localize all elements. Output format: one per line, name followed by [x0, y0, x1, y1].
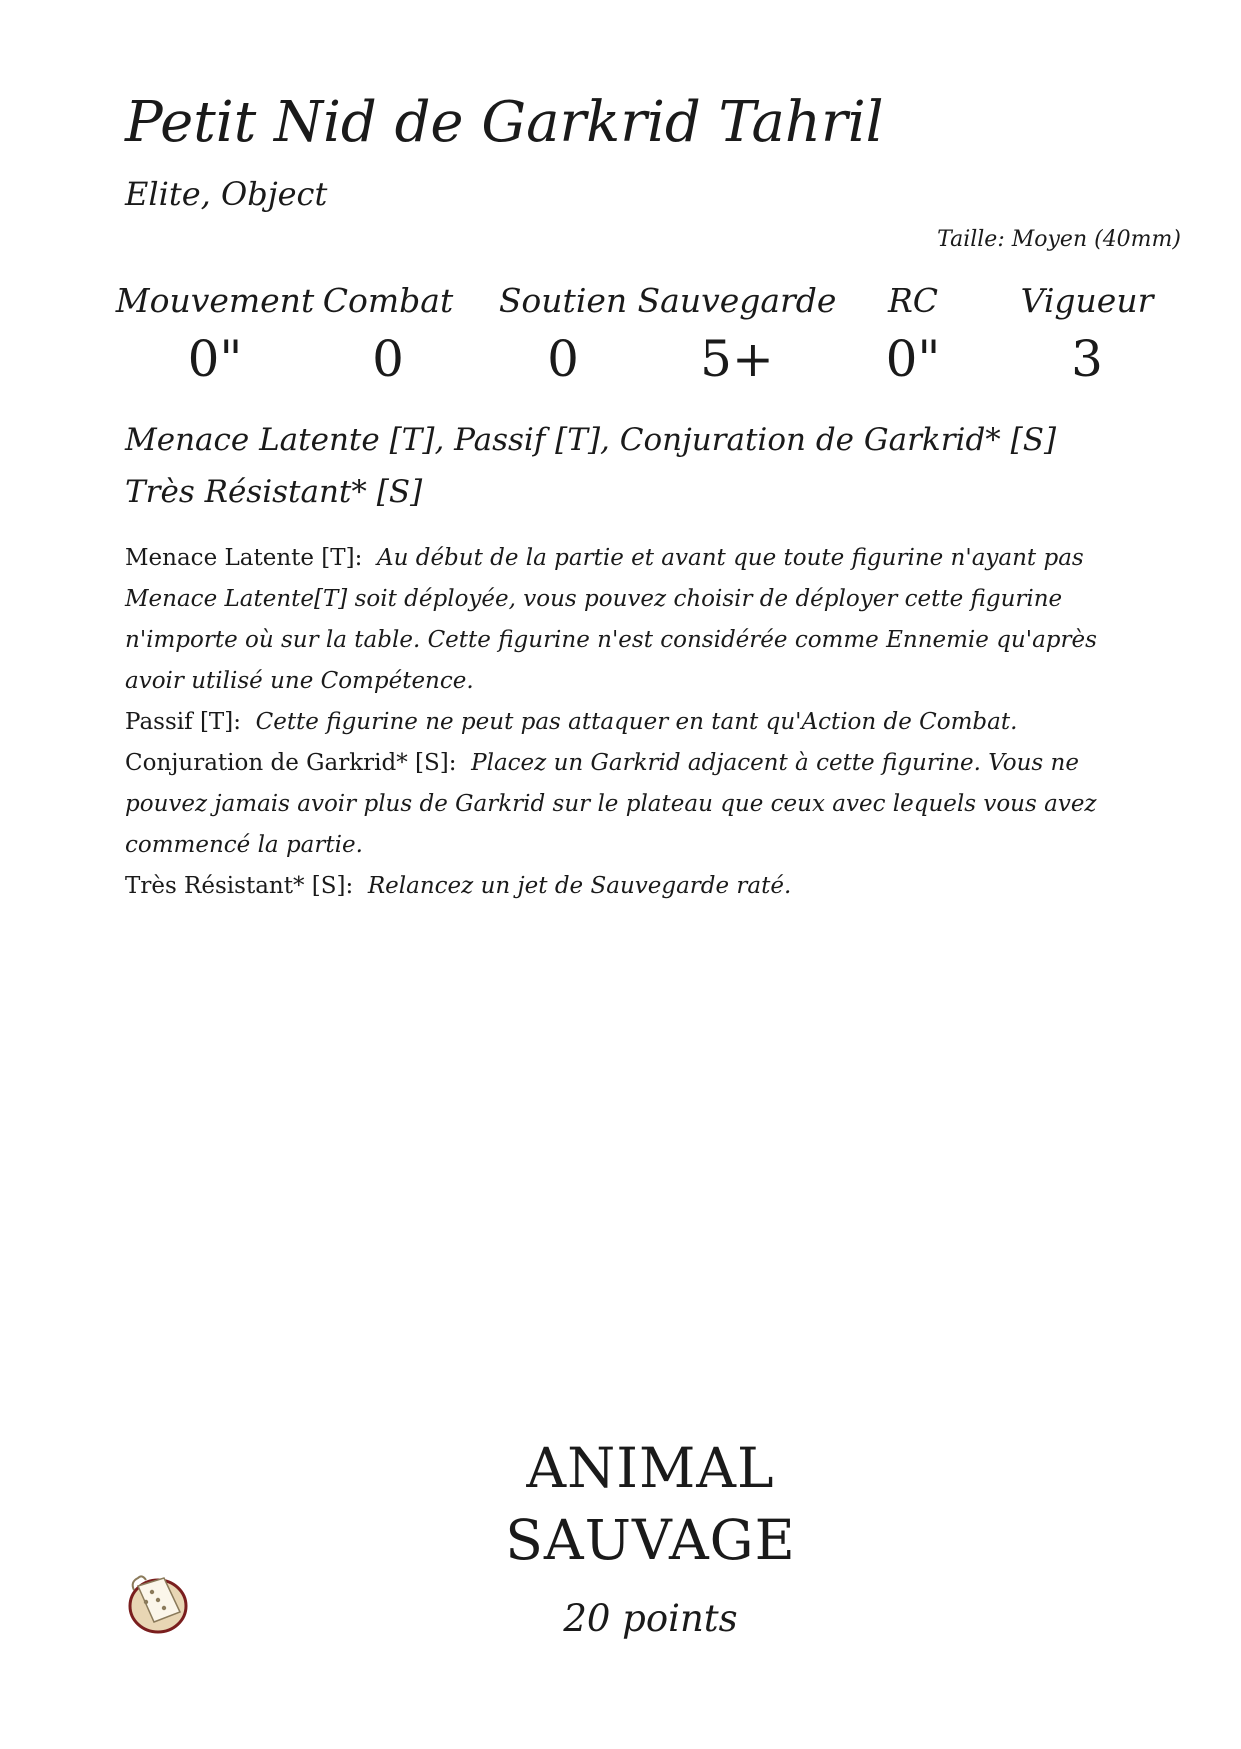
stat-value: 0	[372, 330, 404, 388]
faction-line-2: SAUVAGE	[505, 1508, 796, 1572]
rule-text: Cette figurine ne peut pas attaquer en tant qu'Action de Combat.	[255, 709, 1018, 735]
stats-block	[0, 278, 1241, 408]
rules-text	[125, 538, 1125, 907]
rule-tres-resistant	[125, 866, 1125, 907]
keywords-line: Menace Latente [T], Passif [T], Conjuration de Garkrid* [S]	[125, 422, 1057, 458]
stat-value: 3	[1071, 330, 1103, 388]
points-cost: 20 points	[563, 1597, 738, 1640]
card-subtitle: Elite, Object	[125, 175, 328, 213]
rule-menace-latente	[125, 538, 1125, 702]
size-label: Taille: Moyen (40mm)	[937, 227, 1181, 252]
stat-value: 0	[547, 330, 579, 388]
stat-label: Soutien	[498, 281, 628, 320]
faction-line-1: ANIMAL	[526, 1436, 775, 1500]
dice-hand-icon	[124, 1568, 190, 1634]
rule-name: Très Résistant* [S]:	[125, 873, 354, 899]
rule-text: Relancez un jet de Sauvegarde raté.	[367, 873, 792, 899]
stat-value: 0"	[187, 330, 243, 388]
stat-value: 0"	[885, 330, 941, 388]
keywords-line: Très Résistant* [S]	[125, 474, 423, 510]
rule-text: Au début de la partie et avant que toute figurine n'ayant pas Menace Latente[T] soit déployée, vous pouvez choisir de déployer cette figurine n'importe où sur la table. Cette figurine n'est considérée comme Ennemie qu'après avoir utilisé une Compétence.	[125, 545, 1097, 694]
stat-label: Mouvement	[115, 281, 315, 320]
rule-name: Conjuration de Garkrid* [S]:	[125, 750, 457, 776]
stat-label: Sauvegarde	[637, 281, 837, 320]
card-title: Petit Nid de Garkrid Tahril	[125, 90, 884, 155]
stat-label: Combat	[322, 281, 454, 320]
stat-value: 5+	[700, 330, 774, 388]
stat-label: Vigueur	[1020, 281, 1154, 320]
rule-passif	[125, 702, 1125, 743]
keywords-list	[125, 414, 1175, 518]
stat-label: RC	[887, 281, 939, 320]
rule-text: Placez un Garkrid adjacent à cette figurine. Vous ne pouvez jamais avoir plus de Garkrid sur le plateau que ceux avec lequels vous avez commencé la partie.	[125, 750, 1097, 858]
rule-name: Menace Latente [T]:	[125, 545, 363, 571]
stat-vigueur	[977, 278, 1197, 394]
rule-name: Passif [T]:	[125, 709, 241, 735]
rule-conjuration	[125, 743, 1125, 866]
